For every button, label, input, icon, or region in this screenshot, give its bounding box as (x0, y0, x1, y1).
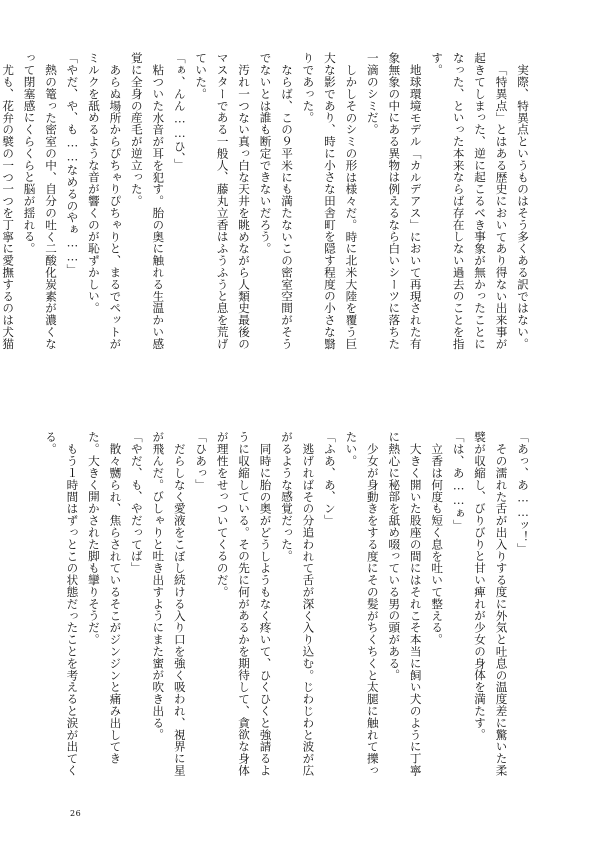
narration-paragraph: 逃げればその分追われて舌が深く入り込む。じわじわと波が広がるような感覚だった。 (280, 431, 316, 776)
narration-paragraph: 大きく開いた股座の間にはそれこそ本当に飼い犬のように丁寧に熱心に秘部を舐め啜っている男の頭がある。 (387, 431, 423, 776)
narration-paragraph: 立香は何度も短く息を吐いて整える。 (430, 442, 445, 645)
dialogue-line: 「ぁ、んん……ひ、」 (172, 52, 187, 170)
narration-paragraph: もう１時間はずっとこの状態だったことを考えると涙が出てくる。 (44, 431, 80, 776)
dialogue-line: 「やだ、も、やだってば」 (129, 431, 144, 574)
dialogue-line: 「は、あ……ぁ」 (451, 431, 466, 531)
narration-paragraph: ならば、この９平米にも満たないこの密室空間がそうでないとは誰も断定できないだろう。 (258, 52, 295, 350)
dialogue-line: 「ひあっ」 (194, 431, 209, 491)
narration-paragraph: 尤も、花弁の襞の一つ一つを丁寧に愛撫するのは犬猫 (1, 63, 16, 350)
lower-text-block (44, 431, 533, 781)
narration-paragraph: 少女が身動きをする度にその髪がちくちくと太腿に触れて擽ったい。 (344, 431, 380, 776)
page-number: 26 (70, 809, 82, 818)
upper-text-block (1, 52, 533, 358)
narration-paragraph: 散々嬲られ、焦らされているそこがジンジンと痛み出してきた。大きく開かされた脚も攣りそうだ。 (86, 431, 123, 764)
narration-paragraph: 粘ついた水音が耳を犯す。胎の奥に触れる生温かい感覚に全身の産毛が逆立った。 (129, 52, 166, 350)
narration-paragraph: しかしそのシミの形は様々だ。時に北米大陸を覆う巨大な影であり、時に小さな田舎町を隠す程度の小さな翳りであった。 (301, 52, 359, 350)
dialogue-line: 「やだ、や、も……なめるのやぁ……」 (65, 52, 80, 276)
narration-paragraph: 汚れ一つない真っ白な天井を眺めながら人類史最後のマスターである一般人、藤丸立香はふうふうと息を荒げていた。 (194, 52, 252, 350)
narration-paragraph: 実際、特異点というものはそう多くある訳ではない。 (516, 63, 530, 350)
narration-paragraph: あらぬ場所からぴちゃりぴちゃりと、まるでペットがミルクを舐めるような音が響くのが恥ずかしい。 (86, 52, 123, 350)
narration-paragraph: その濡れた舌が出入りする度に外気と吐息の温度差に驚いた柔襞が収縮し、びりびりと甘い痺れが少女の身体を満たす。 (473, 431, 509, 776)
dialogue-line: 「あっ、あ……ッ！」 (516, 431, 530, 555)
narration-paragraph: 熱の篭った密室の中、自分の吐く二酸化炭素が濃くなって閉塞感にくらくらと脳が揺れる。 (22, 52, 59, 350)
narration-paragraph: 同時に胎の奥がどうしようもなく疼いて、ひくひくと強請るように収縮している。その先に何があるかを期待して、貪欲な身体が理性をせっついてくるのだ。 (215, 431, 273, 777)
dialogue-line: 「ふあ、あ、ン」 (322, 431, 337, 527)
narration-paragraph: だらしなく愛液をこぼし続ける入り口を強く吸われ、視界に星が飛んだ。びしゃりと吐き出すようにまた蜜が吹き出る。 (151, 431, 187, 776)
narration-paragraph: 地球環境モデル「カルデアス」において再現された有象無象の中にある異物は例えるなら白いシーツに落ちた一滴のシミだ。 (365, 52, 423, 350)
narration-paragraph: 「特異点」とはある歴史においてあり得ない出来事が起きてしまった、逆に起こるべき事象が無かったことになった、といった本来ならば存在しない過去のことを指す。 (430, 52, 509, 350)
